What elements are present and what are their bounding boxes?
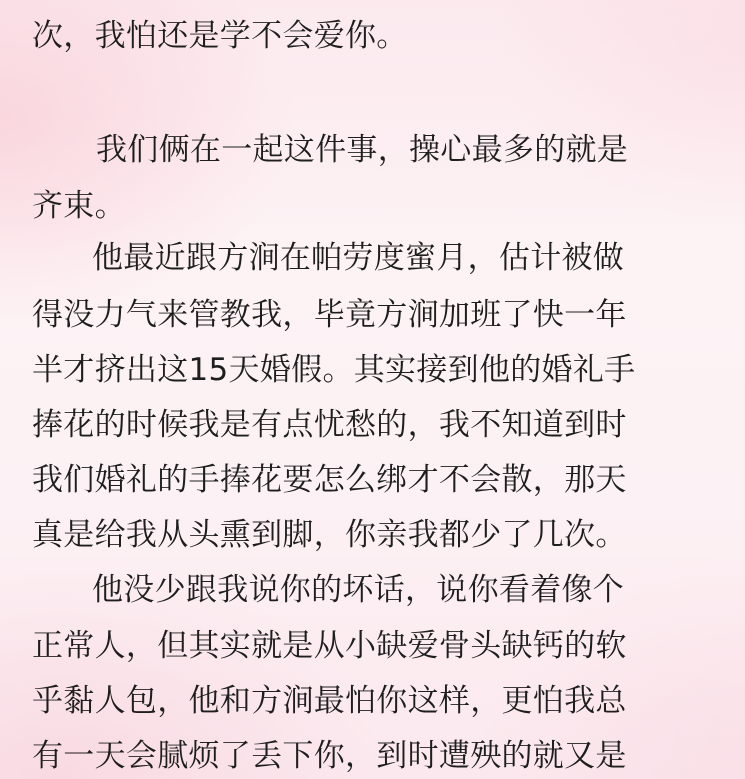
paragraph-start-line: 我们俩在一起这件事，操心最多的就是 xyxy=(96,132,629,168)
text-line: 半才挤出这15天婚假。其实接到他的婚礼手 xyxy=(32,352,636,388)
text-line: 乎黏人包，他和方涧最怕你这样，更怕我总 xyxy=(32,683,627,719)
paragraph-start-line: 他没少跟我说你的坏话，说你看着像个 xyxy=(92,572,625,608)
text-line: 捧花的时候我是有点忧愁的，我不知道到时 xyxy=(32,407,627,443)
text-line: 有一天会腻烦了丢下你，到时遭殃的就又是 xyxy=(32,738,627,774)
text-line: 我们婚礼的手捧花要怎么绑才不会散，那天 xyxy=(32,462,627,498)
paragraph-start-line: 他最近跟方涧在帕劳度蜜月，估计被做 xyxy=(92,240,625,276)
text-line: 真是给我从头熏到脚，你亲我都少了几次。 xyxy=(32,517,627,553)
text-line: 正常人，但其实就是从小缺爱骨头缺钙的软 xyxy=(32,628,627,664)
text-line: 得没力气来管教我，毕竟方涧加班了快一年 xyxy=(32,297,627,333)
text-line: 齐束。 xyxy=(32,188,126,224)
text-line: 次，我怕还是学不会爱你。 xyxy=(32,18,408,54)
